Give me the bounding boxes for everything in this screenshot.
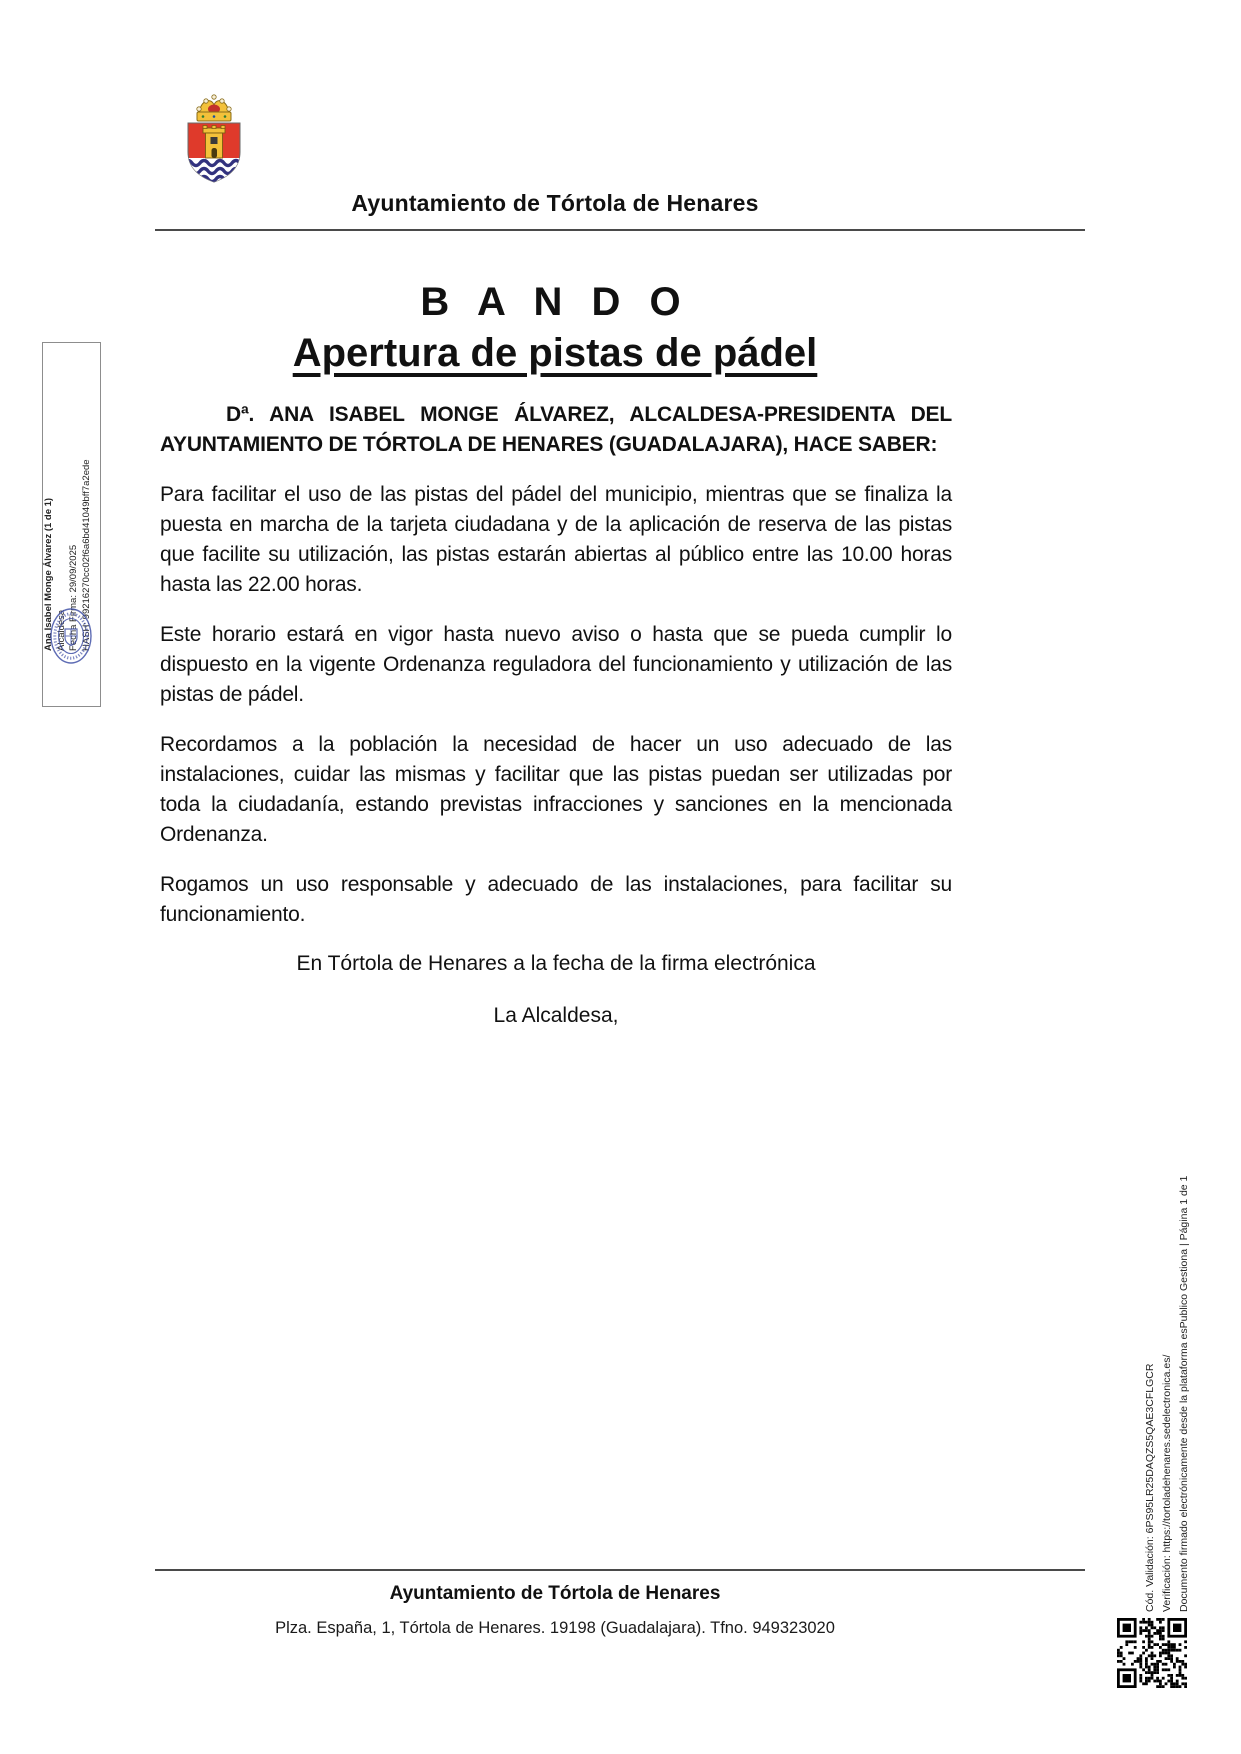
document-body xyxy=(160,400,952,950)
coat-of-arms-icon xyxy=(176,92,252,186)
title-bando: B A N D O xyxy=(420,280,690,324)
validation-sidebar xyxy=(1142,952,1200,1612)
validation-code-line: Cód. Validación: 6PS95LR25DAQZS5QAE3CFLGCR xyxy=(1144,1363,1156,1612)
signature-hash: HASH: 99216270cc02f6a6bd41049bff7a2ede xyxy=(80,459,92,651)
body-paragraph-2: Este horario estará en vigor hasta nuevo aviso o hasta que se pueda cumplir lo dispuesto en la vigente Ordenanza reguladora del funcionamiento y utilización de las pistas de pádel. xyxy=(160,623,952,706)
esigned-note-line: Documento firmado electrónicamente desde la plataforma esPublico Gestiona | Página 1 de 1 xyxy=(1178,1175,1190,1612)
header-title: Ayuntamiento de Tórtola de Henares xyxy=(351,190,759,216)
signer-role: Alcaldesa xyxy=(55,609,67,651)
footer-title: Ayuntamiento de Tórtola de Henares xyxy=(389,1583,721,1604)
validation-sidebar-text xyxy=(1142,952,1200,1612)
qr-code-icon xyxy=(1117,1618,1187,1688)
footer-divider xyxy=(155,1569,1085,1571)
document-title xyxy=(155,280,955,376)
closing-role-line: La Alcaldesa, xyxy=(493,1004,619,1027)
body-paragraph-1: Para facilitar el uso de las pistas del pádel del municipio, mientras que se finaliza la puesta en marcha de la tarjeta ciudadana y de la aplicación de reserva de las pistas que facilite su utilización, las pistas estarán abiertas al público entre las 10.00 horas hasta las 22.00 horas. xyxy=(160,483,952,596)
title-subject: Apertura de pistas de pádel xyxy=(292,331,818,375)
footer-address: Plza. España, 1, Tórtola de Henares. 19198 (Guadalajara). Tfno. 949323020 xyxy=(275,1619,835,1637)
salutation-paragraph: Dª. ANA ISABEL MONGE ÁLVAREZ, ALCALDESA-PRESIDENTA DEL AYUNTAMIENTO DE TÓRTOLA DE HENARES (GUADALAJARA), HACE SABER: xyxy=(160,403,952,456)
closing-place-line: En Tórtola de Henares a la fecha de la firma electrónica xyxy=(296,952,816,975)
signer-name: Ana Isabel Monge Álvarez (1 de 1) xyxy=(43,497,54,651)
body-paragraph-3: Recordamos a la población la necesidad de hacer un uso adecuado de las instalaciones, cuidar las mismas y facilitar que las pistas puedan ser utilizadas por toda la ciudadanía, estando previstas infracciones y sanciones en la mencionada Ordenanza. xyxy=(160,733,952,846)
round-seal-icon xyxy=(48,605,94,667)
signature-date: Fecha Firma: 29/09/2025 xyxy=(68,544,79,651)
signature-sidebar xyxy=(42,342,101,707)
body-paragraph-4: Rogamos un uso responsable y adecuado de las instalaciones, para facilitar su funcionamiento. xyxy=(160,873,952,926)
verification-url-line: Verificación: https://tortoladehenares.sedelectronica.es/ xyxy=(1161,1354,1173,1612)
header-divider xyxy=(155,229,1085,231)
